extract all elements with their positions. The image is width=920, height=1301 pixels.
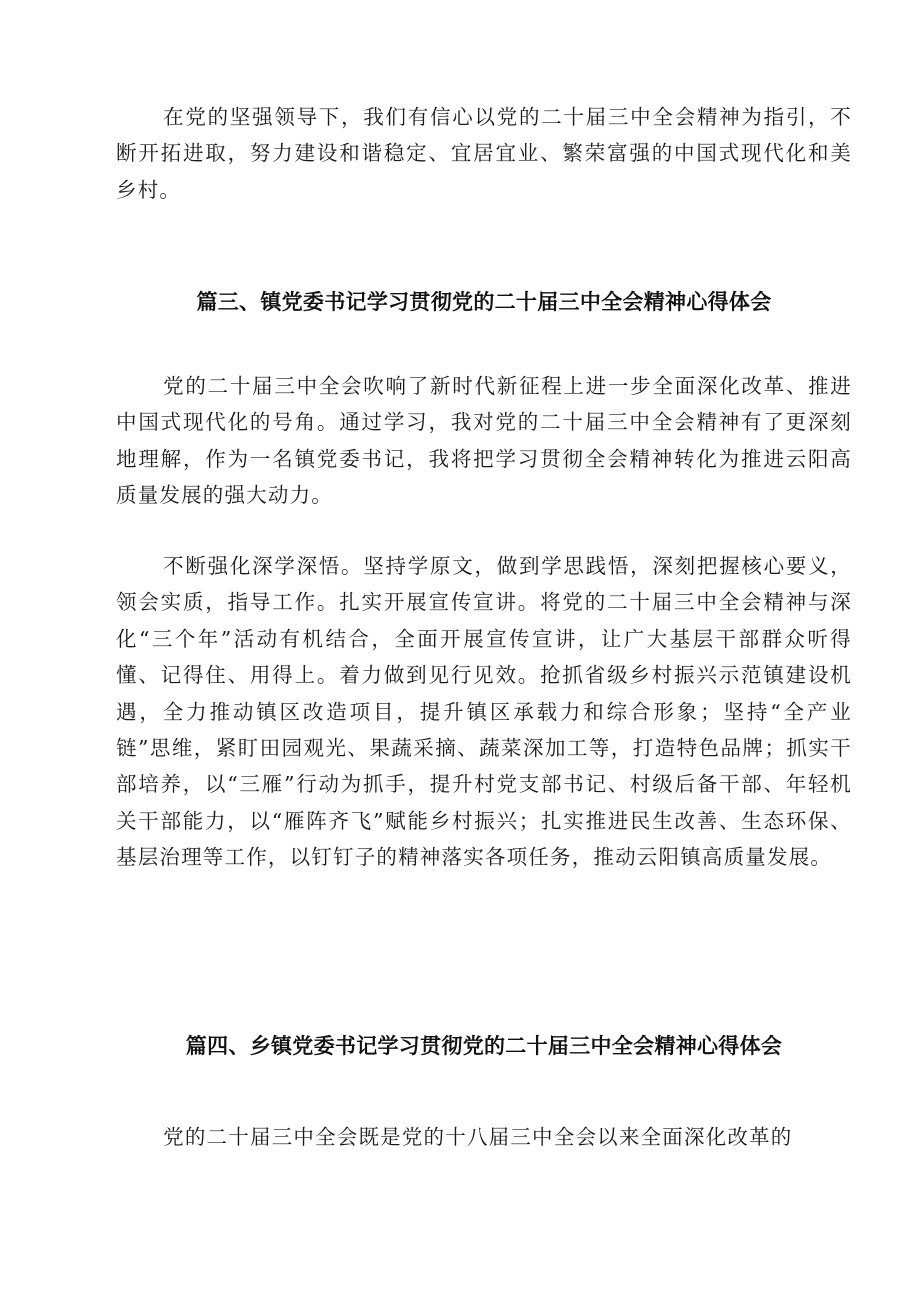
body-paragraph: 不断强化深学深悟。坚持学原文，做到学思践悟，深刻把握核心要义，领会实质，指导工作。扎实开展宣传宣讲。将党的二十届三中全会精神与深化“三个年”活动有机结合，全面开展宣传宣讲，让广大基层干部群众听得懂、记得住、用得上。着力做到见行见效。抢抓省级乡村振兴示范镇建设机遇，全力推动镇区改造项目，提升镇区承载力和综合形象；坚持“全产业链”思维，紧盯田园观光、果蔬采摘、蔬菜深加工等，打造特色品牌；抓实干部培养，以“三雁”行动为抓手，提升村党支部书记、村级后备干部、年轻机关干部能力，以“雁阵齐飞”赋能乡村振兴；扎实推进民生改善、生态环保、基层治理等工作，以钉钉子的精神落实各项任务，推动云阳镇高质量发展。 xyxy=(116,554,852,870)
section-heading-4: 篇四、乡镇党委书记学习贯彻党的二十届三中全会精神心得体会 xyxy=(185,1034,783,1058)
body-paragraph: 党的二十届三中全会吹响了新时代新征程上进一步全面深化改革、推进中国式现代化的号角。通过学习，我对党的二十届三中全会精神有了更深刻地理解，作为一名镇党委书记，我将把学习贯彻全会精神转化为推进云阳高质量发展的强大动力。 xyxy=(116,374,852,508)
body-paragraph: 党的二十届三中全会既是党的十八届三中全会以来全面深化改革的 xyxy=(163,1125,793,1149)
section-heading-3: 篇三、镇党委书记学习贯彻党的二十届三中全会精神心得体会 xyxy=(196,290,772,314)
body-paragraph: 在党的坚强领导下，我们有信心以党的二十届三中全会精神为指引，不断开拓进取，努力建设和谐稳定、宜居宜业、繁荣富强的中国式现代化和美乡村。 xyxy=(116,105,852,202)
